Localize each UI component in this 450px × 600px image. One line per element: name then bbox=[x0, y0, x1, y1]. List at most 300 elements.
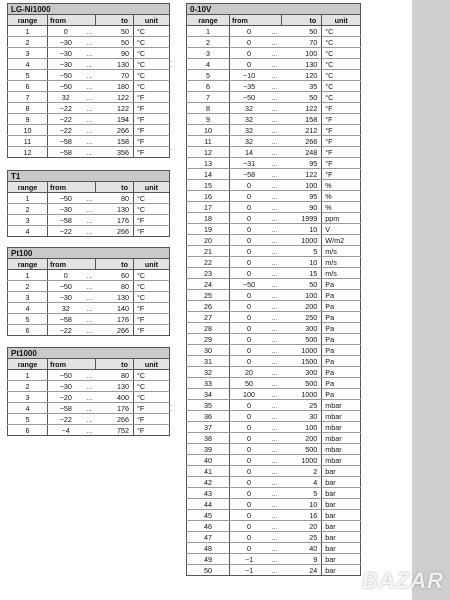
to-cell: 176 bbox=[95, 403, 133, 414]
unit-cell: °C bbox=[133, 48, 169, 59]
separator-dots: ... bbox=[83, 325, 95, 336]
to-cell: 120 bbox=[281, 70, 322, 81]
separator-dots: ... bbox=[83, 136, 95, 147]
to-cell: 15 bbox=[281, 268, 322, 279]
from-cell: −50 bbox=[229, 92, 268, 103]
separator-dots: ... bbox=[268, 466, 281, 477]
separator-dots: ... bbox=[268, 356, 281, 367]
separator-dots: ... bbox=[83, 125, 95, 136]
from-cell: 20 bbox=[229, 367, 268, 378]
range-cell: 6 bbox=[187, 81, 230, 92]
unit-cell: bar bbox=[322, 499, 361, 510]
separator-dots: ... bbox=[83, 37, 95, 48]
from-cell: 0 bbox=[229, 499, 268, 510]
header-to: to bbox=[95, 359, 133, 370]
to-cell: 176 bbox=[95, 314, 133, 325]
table-row bbox=[187, 70, 361, 81]
range-cell: 5 bbox=[8, 314, 48, 325]
to-cell: 100 bbox=[281, 422, 322, 433]
from-cell: 0 bbox=[229, 191, 268, 202]
range-cell: 38 bbox=[187, 433, 230, 444]
from-cell: 0 bbox=[229, 477, 268, 488]
unit-cell: bar bbox=[322, 521, 361, 532]
table-row bbox=[187, 191, 361, 202]
table-title: 0-10V bbox=[186, 3, 361, 14]
unit-cell: mbar bbox=[322, 422, 361, 433]
from-cell: −1 bbox=[229, 565, 268, 576]
to-cell: 100 bbox=[281, 180, 322, 191]
to-cell: 50 bbox=[281, 26, 322, 37]
header-unit: unit bbox=[322, 15, 361, 26]
to-cell: 70 bbox=[281, 37, 322, 48]
to-cell: 356 bbox=[95, 147, 133, 158]
separator-dots: ... bbox=[268, 257, 281, 268]
from-cell: −30 bbox=[47, 48, 83, 59]
range-table bbox=[7, 181, 170, 237]
unit-cell: °F bbox=[133, 125, 169, 136]
unit-cell: °F bbox=[133, 103, 169, 114]
from-cell: −1 bbox=[229, 554, 268, 565]
range-cell: 34 bbox=[187, 389, 230, 400]
from-cell: −50 bbox=[47, 81, 83, 92]
separator-dots: ... bbox=[268, 422, 281, 433]
table-row bbox=[187, 180, 361, 191]
header-unit: unit bbox=[133, 359, 169, 370]
table-row bbox=[187, 323, 361, 334]
unit-cell: W/m2 bbox=[322, 235, 361, 246]
from-cell: −30 bbox=[47, 59, 83, 70]
from-cell: 0 bbox=[229, 455, 268, 466]
unit-cell: °C bbox=[133, 292, 169, 303]
unit-cell: °F bbox=[322, 169, 361, 180]
to-cell: 50 bbox=[95, 26, 133, 37]
from-cell: 0 bbox=[229, 290, 268, 301]
table-row bbox=[187, 103, 361, 114]
from-cell: 0 bbox=[229, 312, 268, 323]
to-cell: 25 bbox=[281, 400, 322, 411]
table-row bbox=[8, 314, 170, 325]
table-row bbox=[187, 334, 361, 345]
table-row bbox=[187, 367, 361, 378]
unit-cell: bar bbox=[322, 510, 361, 521]
to-cell: 1500 bbox=[281, 356, 322, 367]
range-cell: 44 bbox=[187, 499, 230, 510]
separator-dots: ... bbox=[83, 26, 95, 37]
from-cell: −30 bbox=[47, 292, 83, 303]
to-cell: 266 bbox=[95, 125, 133, 136]
table-row bbox=[187, 543, 361, 554]
from-cell: 0 bbox=[229, 510, 268, 521]
from-cell: 32 bbox=[229, 103, 268, 114]
range-cell: 1 bbox=[8, 270, 48, 281]
table-row bbox=[187, 378, 361, 389]
range-cell: 21 bbox=[187, 246, 230, 257]
unit-cell: °C bbox=[133, 370, 169, 381]
unit-cell: °F bbox=[322, 147, 361, 158]
unit-cell: bar bbox=[322, 554, 361, 565]
to-cell: 500 bbox=[281, 334, 322, 345]
range-cell: 47 bbox=[187, 532, 230, 543]
header-to: to bbox=[95, 15, 133, 26]
range-cell: 7 bbox=[187, 92, 230, 103]
range-cell: 22 bbox=[187, 257, 230, 268]
from-cell: 0 bbox=[229, 488, 268, 499]
to-cell: 50 bbox=[281, 92, 322, 103]
range-cell: 8 bbox=[187, 103, 230, 114]
range-cell: 5 bbox=[8, 414, 48, 425]
range-cell: 11 bbox=[8, 136, 48, 147]
from-cell: −58 bbox=[47, 403, 83, 414]
unit-cell: °C bbox=[133, 26, 169, 37]
from-cell: 0 bbox=[229, 202, 268, 213]
separator-dots: ... bbox=[83, 314, 95, 325]
from-cell: 100 bbox=[229, 389, 268, 400]
separator-dots: ... bbox=[83, 281, 95, 292]
to-cell: 90 bbox=[281, 202, 322, 213]
range-cell: 2 bbox=[8, 281, 48, 292]
from-cell: 0 bbox=[229, 411, 268, 422]
table-row bbox=[187, 59, 361, 70]
table-row bbox=[187, 290, 361, 301]
unit-cell: Pa bbox=[322, 389, 361, 400]
range-cell: 26 bbox=[187, 301, 230, 312]
header-from: from bbox=[47, 15, 95, 26]
unit-cell: mbar bbox=[322, 444, 361, 455]
separator-dots: ... bbox=[83, 70, 95, 81]
from-cell: 0 bbox=[229, 521, 268, 532]
table-row bbox=[8, 414, 170, 425]
header-unit: unit bbox=[133, 15, 169, 26]
range-cell: 4 bbox=[8, 226, 48, 237]
unit-cell: °C bbox=[322, 37, 361, 48]
to-cell: 300 bbox=[281, 367, 322, 378]
table-row bbox=[187, 279, 361, 290]
table-row bbox=[187, 268, 361, 279]
to-cell: 50 bbox=[281, 279, 322, 290]
unit-cell: m/s bbox=[322, 268, 361, 279]
table-title: LG-Ni1000 bbox=[7, 3, 170, 14]
table-row bbox=[187, 521, 361, 532]
range-cell: 33 bbox=[187, 378, 230, 389]
table-row bbox=[8, 325, 170, 336]
to-cell: 200 bbox=[281, 433, 322, 444]
header-range: range bbox=[187, 15, 230, 26]
separator-dots: ... bbox=[268, 543, 281, 554]
table-row bbox=[187, 114, 361, 125]
from-cell: −22 bbox=[47, 114, 83, 125]
to-cell: 158 bbox=[95, 136, 133, 147]
range-cell: 10 bbox=[187, 125, 230, 136]
from-cell: −58 bbox=[229, 169, 268, 180]
to-cell: 194 bbox=[95, 114, 133, 125]
unit-cell: m/s bbox=[322, 257, 361, 268]
range-cell: 2 bbox=[187, 37, 230, 48]
separator-dots: ... bbox=[83, 215, 95, 226]
range-cell: 48 bbox=[187, 543, 230, 554]
header-row bbox=[8, 259, 170, 270]
table-row bbox=[187, 499, 361, 510]
to-cell: 10 bbox=[281, 257, 322, 268]
unit-cell: % bbox=[322, 180, 361, 191]
range-cell: 1 bbox=[8, 193, 48, 204]
from-cell: −22 bbox=[47, 414, 83, 425]
table-row bbox=[187, 356, 361, 367]
table-row bbox=[8, 147, 170, 158]
unit-cell: °F bbox=[322, 114, 361, 125]
separator-dots: ... bbox=[83, 414, 95, 425]
to-cell: 20 bbox=[281, 521, 322, 532]
unit-cell: mbar bbox=[322, 455, 361, 466]
from-cell: 0 bbox=[229, 433, 268, 444]
range-cell: 5 bbox=[8, 70, 48, 81]
unit-cell: % bbox=[322, 202, 361, 213]
unit-cell: bar bbox=[322, 466, 361, 477]
range-cell: 3 bbox=[8, 215, 48, 226]
from-cell: −31 bbox=[229, 158, 268, 169]
separator-dots: ... bbox=[268, 400, 281, 411]
to-cell: 9 bbox=[281, 554, 322, 565]
range-cell: 30 bbox=[187, 345, 230, 356]
separator-dots: ... bbox=[83, 381, 95, 392]
to-cell: 1000 bbox=[281, 235, 322, 246]
from-cell: 0 bbox=[229, 532, 268, 543]
from-cell: 0 bbox=[229, 213, 268, 224]
separator-dots: ... bbox=[83, 403, 95, 414]
table-row bbox=[8, 125, 170, 136]
range-cell: 6 bbox=[8, 325, 48, 336]
range-cell: 40 bbox=[187, 455, 230, 466]
to-cell: 122 bbox=[95, 103, 133, 114]
to-cell: 35 bbox=[281, 81, 322, 92]
separator-dots: ... bbox=[83, 114, 95, 125]
table-row bbox=[187, 246, 361, 257]
table-row bbox=[187, 510, 361, 521]
to-cell: 5 bbox=[281, 246, 322, 257]
to-cell: 158 bbox=[281, 114, 322, 125]
to-cell: 10 bbox=[281, 499, 322, 510]
from-cell: 0 bbox=[229, 26, 268, 37]
table-row bbox=[8, 370, 170, 381]
range-table bbox=[7, 258, 170, 336]
table-row bbox=[8, 81, 170, 92]
unit-cell: °F bbox=[133, 215, 169, 226]
unit-cell: °C bbox=[322, 59, 361, 70]
from-cell: 0 bbox=[229, 334, 268, 345]
from-cell: −30 bbox=[47, 37, 83, 48]
separator-dots: ... bbox=[268, 103, 281, 114]
to-cell: 1000 bbox=[281, 345, 322, 356]
to-cell: 80 bbox=[95, 281, 133, 292]
watermark-logo: BAZAR bbox=[362, 568, 444, 593]
separator-dots: ... bbox=[268, 92, 281, 103]
table-row bbox=[8, 136, 170, 147]
separator-dots: ... bbox=[268, 312, 281, 323]
to-cell: 500 bbox=[281, 378, 322, 389]
range-cell: 14 bbox=[187, 169, 230, 180]
from-cell: 32 bbox=[229, 125, 268, 136]
from-cell: 0 bbox=[229, 345, 268, 356]
from-cell: 0 bbox=[229, 235, 268, 246]
separator-dots: ... bbox=[268, 290, 281, 301]
to-cell: 2 bbox=[281, 466, 322, 477]
to-cell: 130 bbox=[95, 204, 133, 215]
header-row bbox=[8, 182, 170, 193]
separator-dots: ... bbox=[268, 433, 281, 444]
unit-cell: Pa bbox=[322, 323, 361, 334]
unit-cell: bar bbox=[322, 477, 361, 488]
table-row bbox=[187, 554, 361, 565]
from-cell: 0 bbox=[229, 422, 268, 433]
unit-cell: Pa bbox=[322, 312, 361, 323]
range-cell: 3 bbox=[187, 48, 230, 59]
range-cell: 6 bbox=[8, 81, 48, 92]
header-unit: unit bbox=[133, 259, 169, 270]
unit-cell: °F bbox=[133, 147, 169, 158]
from-cell: 0 bbox=[229, 48, 268, 59]
header-to: to bbox=[281, 15, 322, 26]
table-row bbox=[187, 389, 361, 400]
from-cell: 0 bbox=[229, 59, 268, 70]
unit-cell: °F bbox=[322, 158, 361, 169]
to-cell: 80 bbox=[95, 370, 133, 381]
from-cell: −22 bbox=[47, 125, 83, 136]
range-table bbox=[7, 14, 170, 158]
separator-dots: ... bbox=[268, 70, 281, 81]
from-cell: 0 bbox=[229, 323, 268, 334]
table-title: Pt100 bbox=[7, 247, 170, 258]
range-cell: 3 bbox=[8, 392, 48, 403]
unit-cell: bar bbox=[322, 532, 361, 543]
separator-dots: ... bbox=[268, 499, 281, 510]
separator-dots: ... bbox=[268, 532, 281, 543]
from-cell: 50 bbox=[229, 378, 268, 389]
range-cell: 8 bbox=[8, 103, 48, 114]
range-cell: 1 bbox=[187, 26, 230, 37]
unit-cell: °C bbox=[133, 59, 169, 70]
separator-dots: ... bbox=[268, 455, 281, 466]
range-cell: 2 bbox=[8, 37, 48, 48]
range-cell: 28 bbox=[187, 323, 230, 334]
separator-dots: ... bbox=[83, 193, 95, 204]
unit-cell: °F bbox=[133, 114, 169, 125]
unit-cell: mbar bbox=[322, 400, 361, 411]
separator-dots: ... bbox=[268, 147, 281, 158]
separator-dots: ... bbox=[83, 92, 95, 103]
header-from: from bbox=[47, 259, 95, 270]
header-range: range bbox=[8, 182, 48, 193]
table-row bbox=[8, 70, 170, 81]
table-row bbox=[8, 37, 170, 48]
range-cell: 15 bbox=[187, 180, 230, 191]
range-cell: 29 bbox=[187, 334, 230, 345]
separator-dots: ... bbox=[83, 303, 95, 314]
from-cell: −10 bbox=[229, 70, 268, 81]
separator-dots: ... bbox=[268, 565, 281, 576]
from-cell: −20 bbox=[47, 392, 83, 403]
to-cell: 1000 bbox=[281, 389, 322, 400]
unit-cell: °F bbox=[322, 103, 361, 114]
unit-cell: °C bbox=[133, 37, 169, 48]
unit-cell: °F bbox=[133, 425, 169, 436]
header-from: from bbox=[229, 15, 281, 26]
from-cell: −50 bbox=[229, 279, 268, 290]
unit-cell: °F bbox=[133, 136, 169, 147]
to-cell: 752 bbox=[95, 425, 133, 436]
range-cell: 4 bbox=[8, 59, 48, 70]
unit-cell: Pa bbox=[322, 301, 361, 312]
table-row bbox=[187, 477, 361, 488]
table-row bbox=[8, 48, 170, 59]
separator-dots: ... bbox=[268, 136, 281, 147]
table-row bbox=[8, 381, 170, 392]
table-pt100 bbox=[7, 247, 170, 336]
header-from: from bbox=[47, 359, 95, 370]
table-lg-ni1000 bbox=[7, 3, 170, 158]
to-cell: 24 bbox=[281, 565, 322, 576]
table-row bbox=[187, 345, 361, 356]
to-cell: 300 bbox=[281, 323, 322, 334]
to-cell: 80 bbox=[95, 193, 133, 204]
range-cell: 43 bbox=[187, 488, 230, 499]
table-row bbox=[8, 193, 170, 204]
separator-dots: ... bbox=[268, 334, 281, 345]
header-row bbox=[8, 15, 170, 26]
to-cell: 500 bbox=[281, 444, 322, 455]
separator-dots: ... bbox=[83, 425, 95, 436]
table-row bbox=[187, 81, 361, 92]
range-cell: 11 bbox=[187, 136, 230, 147]
separator-dots: ... bbox=[268, 125, 281, 136]
table-row bbox=[187, 169, 361, 180]
separator-dots: ... bbox=[268, 158, 281, 169]
table-row bbox=[187, 433, 361, 444]
to-cell: 1000 bbox=[281, 455, 322, 466]
table-row bbox=[187, 488, 361, 499]
unit-cell: °C bbox=[322, 92, 361, 103]
separator-dots: ... bbox=[268, 213, 281, 224]
unit-cell: Pa bbox=[322, 345, 361, 356]
table-row bbox=[187, 125, 361, 136]
from-cell: 0 bbox=[229, 37, 268, 48]
table-row bbox=[8, 103, 170, 114]
table-row bbox=[187, 37, 361, 48]
table-row bbox=[187, 411, 361, 422]
range-cell: 2 bbox=[8, 204, 48, 215]
range-cell: 4 bbox=[8, 303, 48, 314]
separator-dots: ... bbox=[268, 411, 281, 422]
table-row bbox=[187, 48, 361, 59]
to-cell: 10 bbox=[281, 224, 322, 235]
table-row bbox=[187, 301, 361, 312]
separator-dots: ... bbox=[268, 378, 281, 389]
unit-cell: °F bbox=[133, 303, 169, 314]
to-cell: 266 bbox=[95, 414, 133, 425]
to-cell: 130 bbox=[95, 381, 133, 392]
range-cell: 27 bbox=[187, 312, 230, 323]
separator-dots: ... bbox=[268, 37, 281, 48]
from-cell: −50 bbox=[47, 193, 83, 204]
to-cell: 140 bbox=[95, 303, 133, 314]
range-cell: 12 bbox=[187, 147, 230, 158]
unit-cell: °F bbox=[133, 226, 169, 237]
table-row bbox=[187, 26, 361, 37]
separator-dots: ... bbox=[268, 26, 281, 37]
from-cell: 14 bbox=[229, 147, 268, 158]
unit-cell: °C bbox=[133, 270, 169, 281]
range-cell: 41 bbox=[187, 466, 230, 477]
from-cell: −22 bbox=[47, 103, 83, 114]
range-cell: 4 bbox=[8, 403, 48, 414]
